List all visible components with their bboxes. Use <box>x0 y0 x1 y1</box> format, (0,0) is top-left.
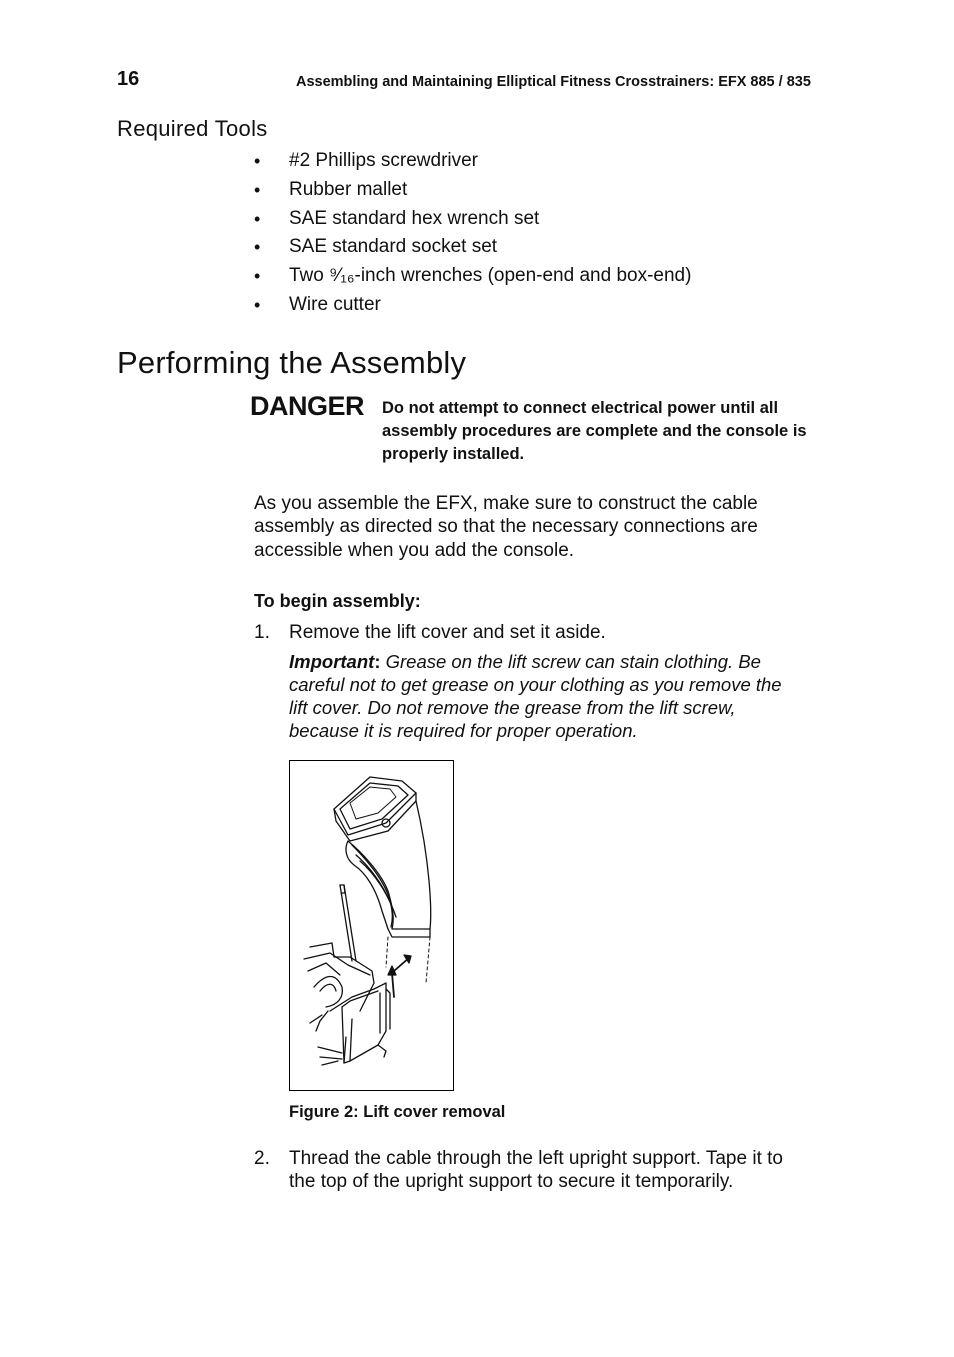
step-text: Thread the cable through the left upright support. Tape it to the top of the upright support to secure it temporarily. <box>289 1148 783 1193</box>
intro-paragraph: As you assemble the EFX, make sure to construct the cable assembly as directed so that the necessary connections are accessible when you add the console. <box>254 493 758 561</box>
required-tools-heading: Required Tools <box>117 116 268 141</box>
tool-label: SAE standard socket set <box>289 236 498 258</box>
list-item <box>254 147 691 176</box>
bullet-icon: • <box>254 237 261 258</box>
step-text: Remove the lift cover and set it aside. <box>289 622 606 643</box>
running-header: Assembling and Maintaining Elliptical Fitness Crosstrainers: EFX 885 / 835 <box>296 74 811 90</box>
list-item <box>254 233 691 262</box>
tool-label: SAE standard hex wrench set <box>289 207 540 229</box>
tool-label: Rubber mallet <box>289 178 408 200</box>
danger-warning-text: Do not attempt to connect electrical power until all assembly procedures are complete and the console is properly installed. <box>382 399 807 463</box>
assembly-heading: Performing the Assembly <box>117 345 467 380</box>
list-item <box>254 262 691 291</box>
lift-cover-figure <box>289 760 454 1091</box>
important-note <box>289 650 789 742</box>
step-number: 1. <box>254 622 270 643</box>
danger-label: DANGER <box>250 391 365 421</box>
page-number: 16 <box>117 68 140 90</box>
bullet-icon: • <box>254 266 261 287</box>
figure-caption: Figure 2: Lift cover removal <box>289 1103 506 1121</box>
list-item <box>254 205 691 234</box>
tool-label: Wire cutter <box>289 293 381 315</box>
bullet-icon: • <box>254 151 261 171</box>
list-item <box>254 176 691 205</box>
bullet-icon: • <box>254 179 261 200</box>
tool-label: Two ⁹⁄₁₆-inch wrenches (open-end and box-end) <box>289 265 692 287</box>
important-label: Important <box>289 651 375 672</box>
tools-list <box>254 147 691 320</box>
important-colon: : <box>374 651 381 672</box>
lift-cover-illustration <box>290 761 453 1090</box>
bullet-icon: • <box>254 294 261 315</box>
step-number: 2. <box>254 1148 270 1169</box>
bullet-icon: • <box>254 208 261 229</box>
important-text: Grease on the lift screw can stain clothing. Be careful not to get grease on your clothing as you remove the lift cover. Do not remove the grease from the lift screw, because it is required for proper operation. <box>289 651 782 741</box>
procedure-title: To begin assembly: <box>254 591 421 611</box>
list-item <box>254 291 691 320</box>
tool-label: #2 Phillips screwdriver <box>289 150 479 171</box>
